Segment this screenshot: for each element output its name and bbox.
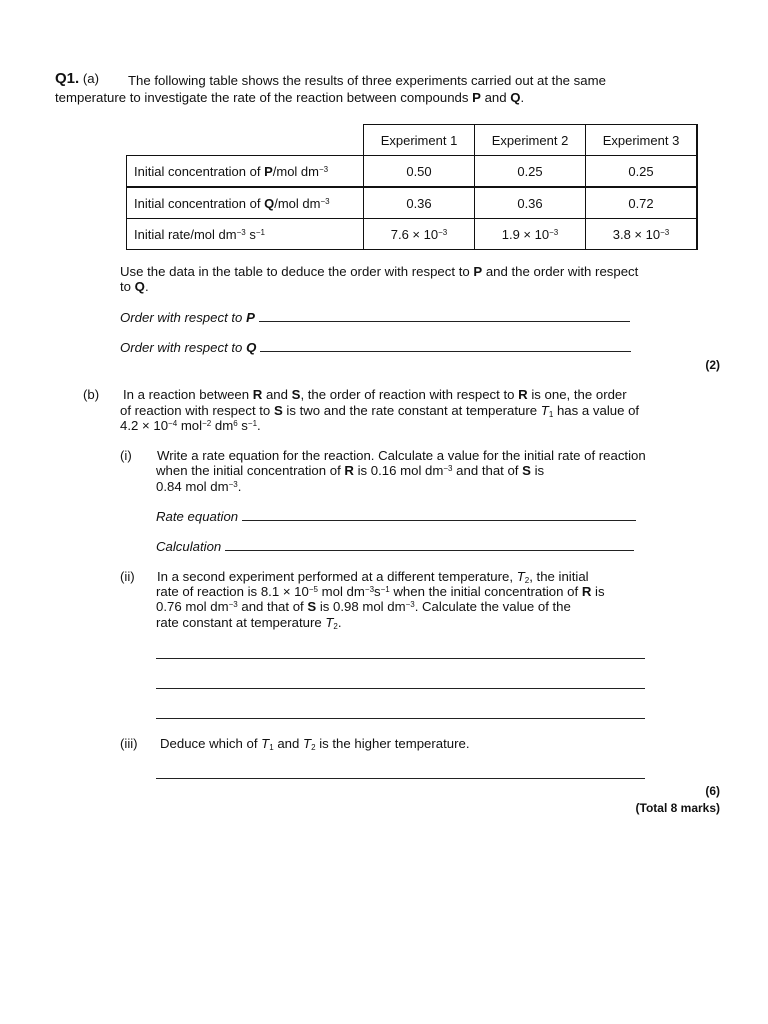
- bii-text: rate of reaction is 8.1 × 10: [156, 584, 309, 599]
- intro-text: temperature to investigate the rate of the reaction between compounds: [55, 90, 473, 105]
- cell-value: 1.9 × 10: [501, 226, 550, 242]
- row-label-rate: [127, 219, 364, 250]
- bi-text: .: [237, 479, 242, 494]
- bii-text: is: [591, 584, 605, 599]
- calculation-row: [156, 539, 634, 554]
- b-text: is one, the order: [527, 387, 627, 402]
- biii-t2: T: [303, 736, 312, 751]
- use-q: Q: [134, 279, 145, 294]
- question-header: [55, 71, 99, 86]
- use-text-3: to: [120, 279, 135, 294]
- order-p-bold: P: [246, 310, 255, 325]
- bii-sup: −3: [364, 585, 375, 594]
- table-cell: 0.25: [475, 156, 586, 188]
- table-row: [127, 219, 698, 250]
- bii-text: s: [374, 584, 381, 599]
- order-p-row: [120, 310, 630, 325]
- table-header-row: [127, 125, 698, 156]
- cell-value: 3.8 × 10: [612, 226, 661, 242]
- bi-text: is: [530, 463, 545, 478]
- row-label-unit: s: [245, 226, 256, 242]
- compound-q: Q: [510, 90, 521, 105]
- b-text: of reaction with respect to: [120, 403, 274, 418]
- header-experiment-1: Experiment 1: [364, 125, 475, 156]
- cell-exponent: −3: [660, 227, 670, 237]
- bii-text: .: [337, 615, 342, 630]
- bii-line-2: [156, 584, 605, 599]
- row-label-text: Initial concentration of: [134, 163, 265, 179]
- use-text: Use the data in the table to deduce the order with respect to: [120, 264, 474, 279]
- b-s: S: [273, 403, 283, 418]
- bii-s: S: [307, 599, 317, 614]
- marks-part-a: (2): [705, 358, 720, 372]
- intro-line-2: [55, 90, 524, 105]
- bii-answer-line-1[interactable]: [156, 658, 645, 659]
- bii-text: is 0.98 mol dm: [316, 599, 406, 614]
- table-cell: [364, 219, 475, 250]
- b-text: .: [257, 418, 261, 433]
- biii-t1: T: [261, 736, 270, 751]
- biii-t1-sub: 1: [269, 743, 274, 752]
- results-table: [126, 124, 698, 250]
- bii-sup: −3: [228, 600, 238, 609]
- row-label-q: [127, 187, 364, 219]
- row-label-text: Initial concentration of: [134, 195, 265, 211]
- rate-equation-label: Rate equation: [156, 509, 239, 524]
- biii-line-1: [160, 736, 469, 751]
- rate-equation-row: [156, 509, 636, 524]
- bii-text: rate constant at temperature: [156, 615, 326, 630]
- bii-text: . Calculate the value of the: [414, 599, 571, 614]
- bii-text: In a second experiment performed at a different temperature,: [157, 569, 517, 584]
- b-r: R: [518, 387, 528, 402]
- row-label-sup: −1: [255, 227, 265, 237]
- order-q-row: [120, 340, 631, 355]
- calculation-answer-line[interactable]: [225, 539, 634, 551]
- b-line-3: [120, 418, 261, 433]
- table-corner: [127, 125, 364, 156]
- bi-line-2: [156, 463, 544, 478]
- bi-line-1: Write a rate equation for the reaction. Calculate a value for the initial rate of reaction: [157, 448, 646, 463]
- row-label-sup: −3: [318, 164, 329, 174]
- table-cell: 0.72: [586, 187, 698, 219]
- row-label-sup: −3: [236, 227, 246, 237]
- table-row: [127, 187, 698, 219]
- b-line-2: [120, 403, 639, 418]
- biii-text: Deduce which of: [160, 736, 262, 751]
- bi-sup: −3: [228, 480, 238, 489]
- question-number: Q1.: [55, 70, 80, 87]
- bi-text: 0.84 mol dm: [156, 479, 229, 494]
- b-sup: −1: [247, 419, 258, 428]
- use-text-4: .: [144, 279, 149, 294]
- b-s: S: [291, 387, 301, 402]
- bii-line-4: [156, 615, 342, 630]
- bi-number: (i): [120, 448, 132, 463]
- use-p: P: [473, 264, 483, 279]
- table-cell: [586, 219, 698, 250]
- bi-r: R: [344, 463, 354, 478]
- bii-line-3: [156, 599, 571, 614]
- b-text: is two and the rate constant at temperature: [282, 403, 541, 418]
- use-text-2: and the order with respect: [482, 264, 639, 279]
- b-text: has a value of: [553, 403, 640, 418]
- part-a-label: (a): [82, 71, 99, 86]
- row-label-unit: /mol dm: [272, 163, 319, 179]
- biii-number: (iii): [120, 736, 138, 751]
- cell-exponent: −3: [438, 227, 448, 237]
- b-sup: −4: [168, 419, 178, 428]
- bi-text: when the initial concentration of: [156, 463, 345, 478]
- order-p-answer-line[interactable]: [259, 310, 630, 322]
- bi-line-3: [156, 479, 241, 494]
- bii-answer-line-2[interactable]: [156, 688, 645, 689]
- order-p-label: Order with respect to: [120, 310, 247, 325]
- table-cell: 0.36: [475, 187, 586, 219]
- part-b-label: (b): [83, 387, 100, 402]
- b-t: T: [540, 403, 549, 418]
- biii-text: is the higher temperature.: [315, 736, 470, 751]
- b-text: 4.2 × 10: [120, 418, 169, 433]
- bii-text: 0.76 mol dm: [156, 599, 229, 614]
- bii-line-1: [157, 569, 589, 584]
- order-q-answer-line[interactable]: [260, 340, 631, 352]
- row-label-p: [127, 156, 364, 188]
- b-text: In a reaction between: [123, 387, 253, 402]
- b-text: dm: [211, 418, 234, 433]
- use-data-line-1: [120, 264, 638, 279]
- cell-value: 7.6 × 10: [390, 226, 439, 242]
- b-t-sub: 1: [548, 410, 554, 419]
- row-label-text: Initial rate/mol dm: [134, 226, 237, 242]
- total-marks: (Total 8 marks): [635, 801, 720, 815]
- bi-text: and that of: [452, 463, 523, 478]
- bi-sup: −3: [443, 464, 453, 473]
- rate-equation-answer-line[interactable]: [242, 509, 636, 521]
- row-label-unit: /mol dm: [274, 195, 321, 211]
- bii-t-sub: 2: [333, 622, 338, 631]
- bii-number: (ii): [120, 569, 135, 584]
- b-text: s: [237, 418, 248, 433]
- bii-t: T: [325, 615, 334, 630]
- biii-t2-sub: 2: [311, 743, 316, 752]
- bii-text: and that of: [237, 599, 308, 614]
- bii-r: R: [581, 584, 592, 599]
- bi-text: is 0.16 mol dm: [353, 463, 444, 478]
- bii-text: , the initial: [529, 569, 589, 584]
- bii-sup: −3: [405, 600, 415, 609]
- intro-and: and: [480, 90, 511, 105]
- bii-text: when the initial concentration of: [389, 584, 582, 599]
- row-label-sup: −3: [320, 196, 330, 206]
- b-r: R: [252, 387, 263, 402]
- bii-answer-line-3[interactable]: [156, 718, 645, 719]
- intro-line-1: The following table shows the results of three experiments carried out at the same: [128, 73, 606, 88]
- bii-t: T: [516, 569, 525, 584]
- use-data-line-2: [120, 279, 149, 294]
- table-cell: 0.36: [364, 187, 475, 219]
- intro-end: .: [520, 90, 525, 105]
- compound-p: P: [472, 90, 481, 105]
- b-text: and: [262, 387, 292, 402]
- header-experiment-2: Experiment 2: [475, 125, 586, 156]
- bii-text: mol dm: [317, 584, 365, 599]
- row-label-bold: P: [264, 163, 273, 179]
- biii-answer-line[interactable]: [156, 778, 645, 779]
- order-q-bold: Q: [246, 340, 257, 355]
- header-experiment-3: Experiment 3: [586, 125, 698, 156]
- order-q-label: Order with respect to: [120, 340, 247, 355]
- biii-text: and: [273, 736, 304, 751]
- table-cell: 0.50: [364, 156, 475, 188]
- b-text: , the order of reaction with respect to: [300, 387, 519, 402]
- bii-sup: −1: [380, 585, 390, 594]
- calculation-label: Calculation: [156, 539, 222, 554]
- bi-s: S: [522, 463, 531, 478]
- bii-sup: −5: [308, 585, 318, 594]
- table-cell: 0.25: [586, 156, 698, 188]
- table-row: [127, 156, 698, 188]
- b-sup: 6: [233, 419, 238, 428]
- b-line-1: [123, 387, 627, 402]
- cell-exponent: −3: [549, 227, 559, 237]
- b-sup: −2: [202, 419, 212, 428]
- b-text: mol: [177, 418, 203, 433]
- marks-part-b: (6): [705, 784, 720, 798]
- table-cell: [475, 219, 586, 250]
- row-label-bold: Q: [264, 195, 275, 211]
- bii-t-sub: 2: [524, 576, 530, 585]
